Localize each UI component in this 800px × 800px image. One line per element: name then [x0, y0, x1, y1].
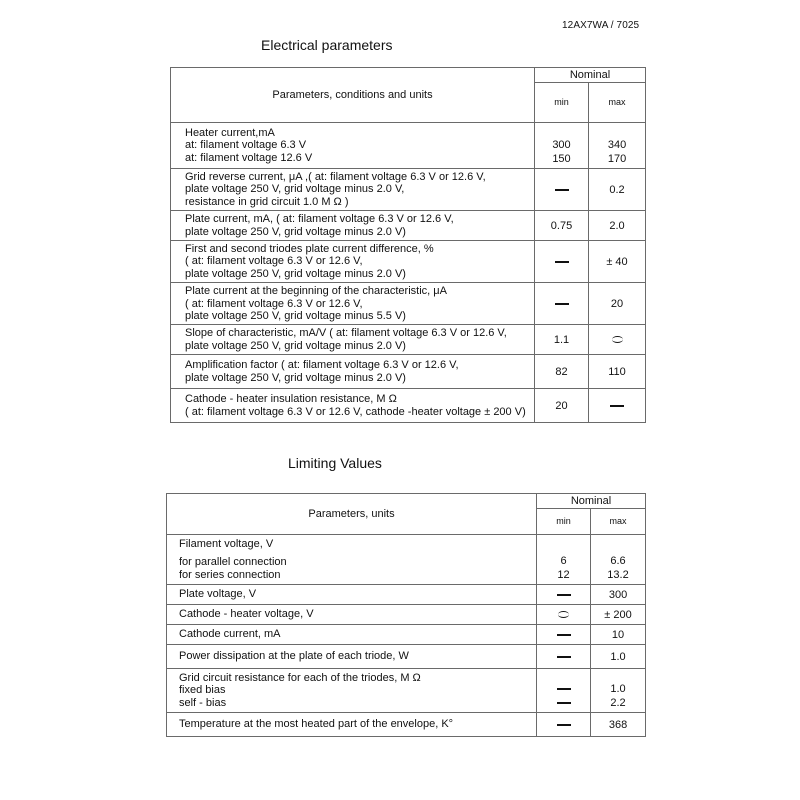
limiting-table-body: [167, 494, 646, 737]
max-value: 1.0: [610, 683, 626, 695]
table-row: [167, 535, 646, 585]
dash-icon: [535, 297, 588, 311]
table-row: [167, 645, 646, 669]
max-value: 170: [607, 153, 627, 165]
electrical-parameters-title: Electrical parameters: [261, 37, 393, 53]
approx-mark: [612, 336, 623, 343]
min-cell: [537, 585, 591, 605]
dash-icon: [537, 628, 590, 642]
table-row: [171, 123, 646, 169]
max-cell: [591, 713, 646, 737]
max-value: 0.2: [609, 183, 625, 196]
min-cell: [537, 713, 591, 737]
table-row: [171, 283, 646, 325]
max-value: 20: [610, 297, 624, 310]
parameter-line: Cathode current, mA: [179, 628, 281, 641]
table-row: [171, 325, 646, 355]
min-cell: [537, 535, 591, 585]
parameter-description: [171, 241, 535, 283]
max-value: 368: [608, 718, 628, 731]
max-cell: [589, 169, 646, 211]
parameter-line: Cathode - heater insulation resistance, M Ω: [185, 393, 397, 406]
table-row: [167, 605, 646, 625]
table-header-row: [167, 494, 646, 509]
parameter-description: [171, 283, 535, 325]
max-value: 300: [608, 588, 628, 601]
dash-mark: [557, 724, 571, 726]
parameter-line: at: filament voltage 6.3 V: [185, 139, 307, 152]
parameter-line: ( at: filament voltage 6.3 V or 12.6 V,: [185, 297, 363, 310]
max-value: ± 200: [604, 608, 632, 621]
max-value: 6.6: [610, 555, 626, 567]
max-cell: [589, 325, 646, 355]
dash-mark: [557, 656, 571, 658]
dash-icon: [537, 696, 590, 710]
parameter-line: plate voltage 250 V, grid voltage minus 2.0 V): [185, 225, 406, 238]
electrical-parameters-table: [170, 67, 646, 423]
parameter-line: Filament voltage, V: [179, 537, 274, 550]
table-row: [171, 169, 646, 211]
max-value: 13.2: [607, 569, 629, 581]
min-header: min: [535, 83, 589, 123]
limiting-values-title: Limiting Values: [288, 455, 382, 471]
min-cell: [537, 605, 591, 625]
parameter-line: plate voltage 250 V, grid voltage minus 2.0 V): [185, 339, 406, 352]
parameter-description: [171, 123, 535, 169]
parameter-line: Amplification factor ( at: filament voltage 6.3 V or 12.6 V,: [185, 359, 459, 372]
min-value: 0.75: [550, 219, 573, 232]
document-code: 12AX7WA / 7025: [562, 20, 640, 31]
table-row: [171, 241, 646, 283]
max-value: 110: [608, 365, 626, 378]
max-cell: [591, 625, 646, 645]
dash-mark: [555, 303, 569, 305]
min-cell: [535, 389, 589, 423]
approx-mark: [558, 611, 569, 618]
parameter-line: Temperature at the most heated part of the envelope, K°: [179, 718, 454, 731]
parameter-line: Grid circuit resistance for each of the triodes, M Ω: [179, 671, 421, 684]
min-cell: [535, 283, 589, 325]
parameter-description: [167, 625, 537, 645]
parameter-description: [167, 669, 537, 713]
dash-icon: [537, 682, 590, 696]
parameter-line: First and second triodes plate current difference, %: [185, 243, 434, 256]
max-cell: [589, 355, 646, 389]
parameter-line: fixed bias: [179, 684, 226, 697]
dash-icon: [537, 718, 590, 732]
table-row: [167, 713, 646, 737]
table-row: [171, 389, 646, 423]
min-value: 82: [555, 365, 568, 378]
min-value: 6: [560, 555, 567, 567]
parameter-line: Plate current at the beginning of the characteristic, μA: [185, 285, 447, 298]
max-cell: [589, 389, 646, 423]
min-value: 300: [552, 139, 571, 151]
parameter-description: [171, 211, 535, 241]
parameter-description: [171, 355, 535, 389]
max-value: 2.0: [609, 219, 625, 232]
min-value: 12: [557, 569, 570, 581]
parameter-line: Cathode - heater voltage, V: [179, 608, 314, 621]
table-header-row: [171, 68, 646, 83]
parameter-line: Plate voltage, V: [179, 588, 257, 601]
nominal-header: Nominal: [537, 494, 646, 509]
dash-mark: [610, 405, 624, 407]
dash-icon: [537, 588, 590, 602]
parameter-description: [167, 713, 537, 737]
max-value: 1.0: [610, 650, 626, 663]
parameter-description: [171, 169, 535, 211]
min-cell: [535, 241, 589, 283]
dash-icon: [589, 399, 645, 413]
parameter-line: ( at: filament voltage 6.3 V or 12.6 V, cathode -heater voltage ± 200 V): [185, 405, 526, 418]
parameter-line: plate voltage 250 V, grid voltage minus 2.0 V): [185, 267, 406, 280]
max-value: ± 40: [606, 255, 628, 268]
min-cell: [537, 645, 591, 669]
table-row: [167, 585, 646, 605]
max-header: max: [589, 83, 646, 123]
parameter-line: plate voltage 250 V, grid voltage minus 2.0 V): [185, 371, 406, 384]
limiting-values-table: [166, 493, 646, 737]
electrical-table-body: [171, 68, 646, 423]
max-cell: [591, 645, 646, 669]
dash-mark: [557, 702, 571, 704]
min-cell: [535, 325, 589, 355]
min-value: 20: [555, 399, 568, 412]
parameter-line: plate voltage 250 V, grid voltage minus 2.0 V,: [185, 183, 405, 196]
max-cell: [589, 283, 646, 325]
dash-icon: [535, 183, 588, 197]
min-cell: [535, 211, 589, 241]
parameter-line: resistance in grid circuit 1.0 M Ω ): [185, 195, 349, 208]
parameter-line: self - bias: [179, 696, 227, 709]
min-cell: [537, 669, 591, 713]
nominal-header: Nominal: [535, 68, 646, 83]
table-row: [171, 211, 646, 241]
parameter-line: Grid reverse current, μA ,( at: filament voltage 6.3 V or 12.6 V,: [185, 171, 486, 183]
min-value: 1.1: [553, 333, 570, 346]
max-cell: [589, 211, 646, 241]
min-value: 150: [552, 153, 571, 165]
parameter-description: [167, 535, 537, 585]
dash-icon: [537, 650, 590, 664]
parameter-line: Power dissipation at the plate of each triode, W: [179, 650, 409, 663]
approx-icon: [537, 608, 590, 622]
min-cell: [535, 123, 589, 169]
max-cell: [591, 585, 646, 605]
dash-mark: [557, 688, 571, 690]
table-row: [167, 625, 646, 645]
dash-mark: [557, 634, 571, 636]
max-value: 2.2: [610, 697, 626, 709]
dash-icon: [535, 255, 588, 269]
max-value: 340: [607, 139, 627, 151]
parameter-line: Slope of characteristic, mA/V ( at: filament voltage 6.3 V or 12.6 V,: [185, 327, 507, 340]
parameters-header: Parameters, conditions and units: [171, 68, 535, 123]
parameter-description: [167, 585, 537, 605]
min-header: min: [537, 509, 591, 535]
parameter-description: [171, 325, 535, 355]
max-cell: [589, 241, 646, 283]
max-cell: [591, 535, 646, 585]
max-cell: [591, 669, 646, 713]
table-row: [171, 355, 646, 389]
parameter-description: [167, 645, 537, 669]
parameter-line: plate voltage 250 V, grid voltage minus 5.5 V): [185, 310, 406, 323]
parameter-line: Heater current,mA: [185, 126, 275, 139]
parameters-header: Parameters, units: [167, 494, 537, 535]
max-cell: [589, 123, 646, 169]
parameter-line: at: filament voltage 12.6 V: [185, 151, 313, 164]
min-cell: [535, 355, 589, 389]
dash-mark: [555, 189, 569, 191]
dash-mark: [555, 261, 569, 263]
parameter-description: [167, 605, 537, 625]
max-header: max: [591, 509, 646, 535]
parameter-description: [171, 389, 535, 423]
max-value: 10: [611, 628, 625, 641]
parameter-line: for series connection: [179, 568, 281, 581]
dash-mark: [557, 594, 571, 596]
max-cell: [591, 605, 646, 625]
parameter-line: for parallel connection: [179, 556, 287, 569]
parameter-line: ( at: filament voltage 6.3 V or 12.6 V,: [185, 255, 363, 268]
min-cell: [535, 169, 589, 211]
parameter-line: Plate current, mA, ( at: filament voltage 6.3 V or 12.6 V,: [185, 213, 454, 226]
min-cell: [537, 625, 591, 645]
table-row: [167, 669, 646, 713]
approx-icon: [589, 333, 645, 347]
